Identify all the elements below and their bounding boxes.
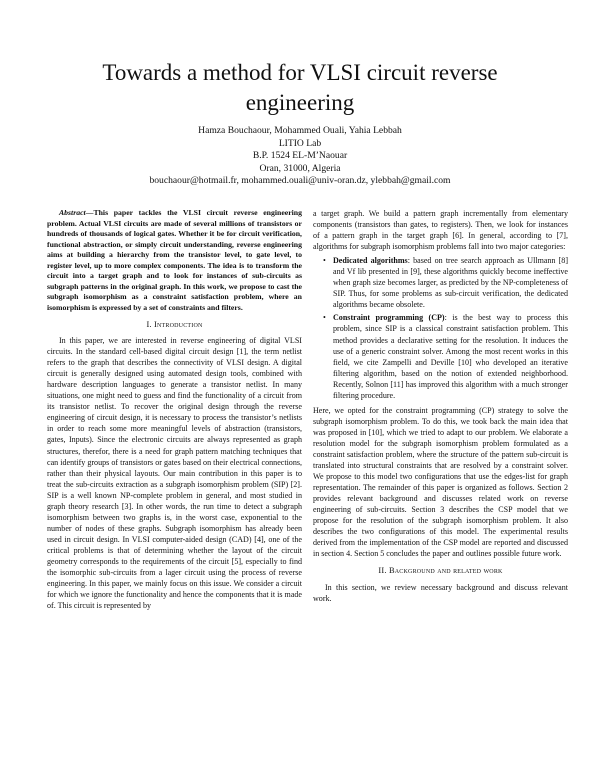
section-heading-background (313, 565, 568, 576)
list-item (323, 312, 568, 400)
category-text: : based on tree search approach as Ullmann [8] and Vf lib presented in [9], these algorithms quickly become ineffective when graph size becomes larger, as predicted by the NP-completeness of SIP. Thus, for some problems as sub-circuit verification, the dedicated algorithms became obsolete. (333, 256, 569, 310)
intro-paragraph-2: a target graph. We build a pattern graph incrementally from elementary components (transistors than gates, to registers). Then, we look for instances of a pattern graph in the target graph [6]. In general, according to [7], algorithms for subgraph isomorphism problems fall into two major categories: (313, 209, 568, 252)
category-term: Dedicated algorithms (333, 256, 408, 266)
author-block (60, 125, 540, 188)
right-column (313, 208, 568, 604)
author-names: Hamza Bouchaour, Mohammed Ouali, Yahia Lebbah (198, 125, 402, 136)
address-line-1: B.P. 1524 EL-M’Naouar (252, 150, 348, 162)
section-number: II. (378, 566, 387, 576)
bullet-icon: • (323, 256, 326, 266)
category-term: Constraint programming (CP) (333, 313, 445, 323)
abstract-text: This paper tackles the VLSI circuit reverse engineering problem. Actual VLSI circuits are made of several millions of transistors or hundreds of thousands of logical gates. Whether it be for circuit verification, functional abstraction, or simply circuit understanding, reverse engineering aims at building a hierarchy from the transistor level, to gate level, to register level, up to more complex components. The idea is to transform the circuit into a target graph and to look for instances of sub-circuits as subgraph patterns in the original graph. In this work, we propose to cast the subgraph isomorphism as a constraint satisfaction problem, where an isomorphism is expressed by a set of constraints and filters. (47, 208, 302, 312)
bullet-icon: • (323, 313, 326, 323)
left-column (47, 208, 302, 611)
category-text: : is the best way to process this problem, since SIP is a classical constraint satisfaction problem. This method provides a declarative setting for the resolution. It induces the use of a generic constraint solver. Among the most recent works in this field, we cite Zampelli and Deville [10] who developed an iterative filtering algorithm, based on the notion of extended neighborhood. Recently, Solnon [11] has improved this algorithm with a much stronger filtering procedure. (333, 313, 568, 400)
affiliation-lab: LITIO Lab (278, 137, 322, 149)
section-number: I. (146, 320, 152, 329)
paper-title: Towards a method for VLSI circuit reverse engineering (102, 60, 498, 115)
author-emails: bouchaour@hotmail.fr, mohammed.ouali@univ-oran.dz, ylebbah@gmail.com (149, 175, 451, 187)
section-heading-introduction (47, 319, 302, 330)
list-item (323, 255, 568, 310)
address-line-2: Oran, 31000, Algeria (259, 162, 341, 174)
section-title: Introduction (154, 320, 203, 329)
section-title: Background and related work (388, 566, 503, 576)
body-paragraph-4: In this section, we review necessary background and discuss relevant work. (313, 582, 568, 603)
body-paragraph-3: Here, we opted for the constraint programming (CP) strategy to solve the subgraph isomorphism problem. To do this, we took back the main idea that was proposed in [10], which we tried to adapt to our problem. We elaborate a resolution model for the subgraph isomorphism problem formulated as a constraint satisfaction problem, where the structure of the pattern sub-circuit is translated into structural constraints that are resolved by a constraint solver. We propose to this model two configurations that use the edges-list for graph representation. The remainder of this paper is organized as follows. Section 2 provides relevant background and discusses related work on reverse engineering of sub-circuits. Section 3 describes the CSP model that we propose for the resolution of the subgraph isomorphism problem. It also describes the two configurations of this model. The experimental results derived from the implementation of the CSP model are reported and discussed in section 4. Section 5 concludes the paper and outlines possible future work. (313, 405, 568, 559)
category-list (313, 255, 568, 401)
intro-paragraph-1: In this paper, we are interested in reverse engineering of digital VLSI circuits. In the standard cell-based digital circuit design [1], the term netlist refers to the graph that describes the connectivity of VLSI design. A digital circuit is generally designed using automated design tools, combined with hardware description languages to generate a transistor netlist. In many situations, one might need to guess and find the functionality of a circuit from its transistor netlist. To recover the original design through the reverse engineering of circuit design, it is necessary to process the transistor’s netlists in order to reach some more meaningful levels of abstraction (transistors, gates, Inputs). Since the electronic circuits are always represented as graph structures, therefor, there is a need for graph pattern matching techniques that can identify groups of transistors or gates based on their electrical connections, rather than their physical layouts. Our main contribution in this paper is to treat the sub-circuits extraction as a subgraph isomorphism problem (SIP) [2]. SIP is a well known NP-complete problem in general, and most studied in graph theory research [3]. In other words, the run time to detect a subgraph isomorphism between two graphs is, in the worst case, exponential to the number of nodes of these graphs. Subgraph isomorphism has already been used in circuit design. In VLSI computer-aided design (CAD) [4], one of the critical problems is that of determining whether the layout of the circuit geometry corresponds to the requirements of the circuit [5], especially to find the isomorphic sub-circuits from a lager circuit using the process of reverse engineering. In this paper, we mainly focus on this issue. We consider a circuit for which we ignore the functionality and hence the components that it is made of. This circuit is represented by (47, 336, 302, 611)
abstract (47, 208, 302, 313)
abstract-lead: Abstract— (59, 208, 94, 217)
